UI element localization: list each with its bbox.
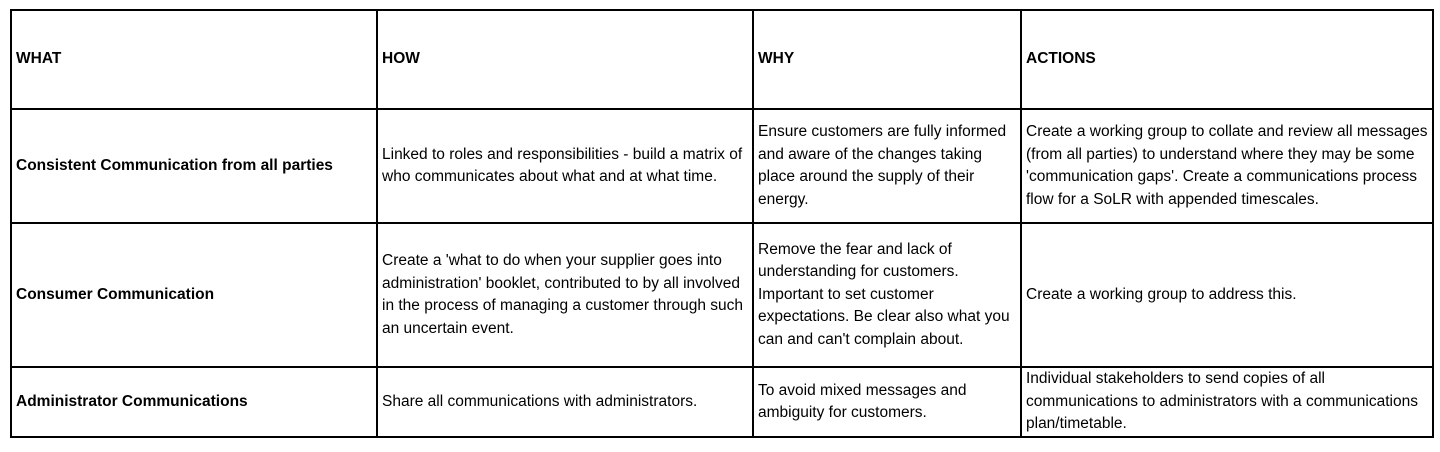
header-actions: ACTIONS	[1021, 10, 1433, 109]
communications-table-container	[10, 9, 1432, 438]
cell-how: Share all communications with administrators.	[377, 367, 753, 437]
cell-actions: Individual stakeholders to send copies of all communications to administrators with a communications plan/timetable.	[1021, 367, 1433, 437]
header-how: HOW	[377, 10, 753, 109]
cell-how: Linked to roles and responsibilities - build a matrix of who communicates about what and at what time.	[377, 109, 753, 223]
cell-why: Remove the fear and lack of understanding for customers. Important to set customer expectations. Be clear also what you can and can't complain about.	[753, 223, 1021, 367]
cell-why: Ensure customers are fully informed and aware of the changes taking place around the supply of their energy.	[753, 109, 1021, 223]
table-row	[11, 109, 1433, 223]
cell-how: Create a 'what to do when your supplier goes into administration' booklet, contributed to by all involved in the process of managing a customer through such an uncertain event.	[377, 223, 753, 367]
cell-what: Administrator Communications	[11, 367, 377, 437]
cell-what: Consistent Communication from all parties	[11, 109, 377, 223]
table-row	[11, 223, 1433, 367]
communications-table	[10, 9, 1434, 438]
cell-what: Consumer Communication	[11, 223, 377, 367]
cell-actions: Create a working group to collate and review all messages (from all parties) to understand where they may be some 'communication gaps'. Create a communications process flow for a SoLR with appended timescales.	[1021, 109, 1433, 223]
header-what: WHAT	[11, 10, 377, 109]
table-row	[11, 367, 1433, 437]
table-header-row	[11, 10, 1433, 109]
cell-why: To avoid mixed messages and ambiguity for customers.	[753, 367, 1021, 437]
cell-actions: Create a working group to address this.	[1021, 223, 1433, 367]
header-why: WHY	[753, 10, 1021, 109]
